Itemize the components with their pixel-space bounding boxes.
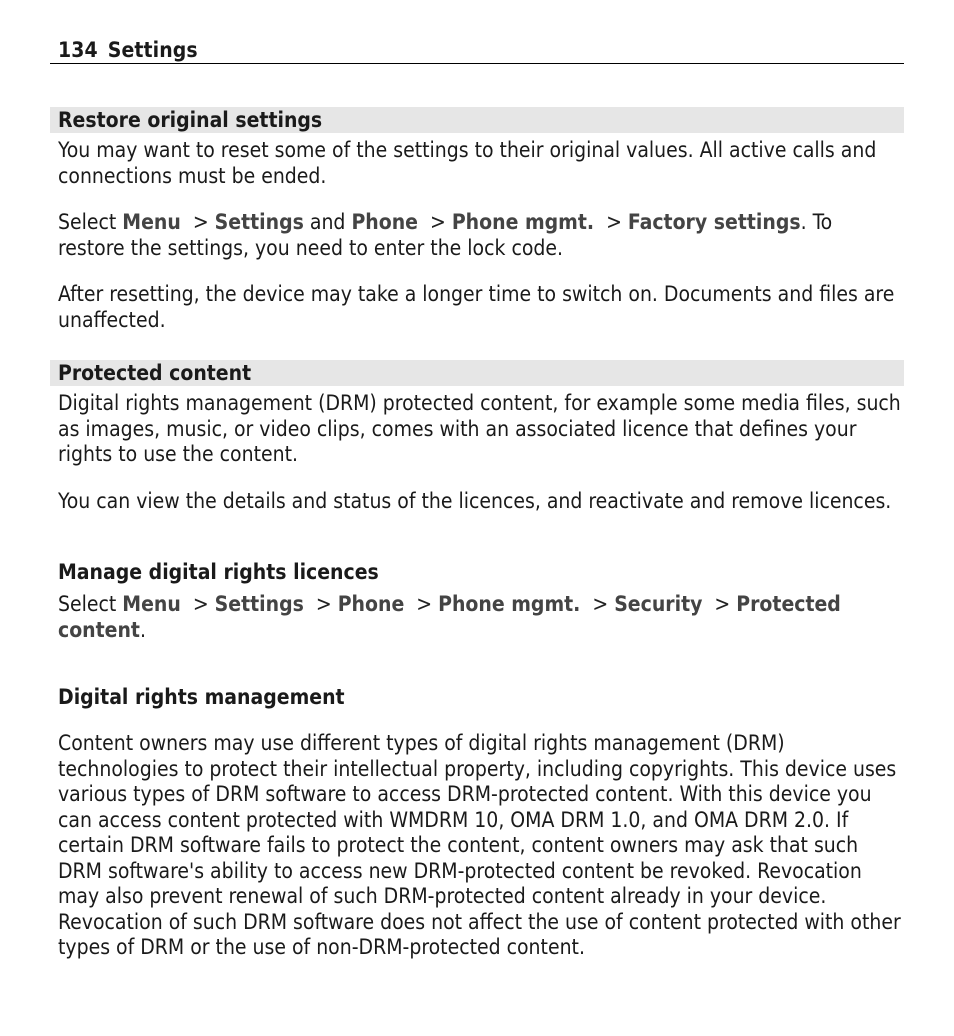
restore-note-paragraph: After resetting, the device may take a longer time to switch on. Documents and files are unaffected. [58, 282, 895, 332]
restore-instructions-paragraph: Select Menu > Settings and Phone > Phone mgmt. > Factory settings. To restore the settings, you need to enter the lock code. [58, 210, 833, 260]
section-heading-restore: Restore original settings [50, 107, 904, 133]
subheading-drm: Digital rights management [58, 685, 345, 709]
protected-intro-paragraph: Digital rights management (DRM) protected content, for example some media files, such as images, music, or video clips, comes with an associated licence that defines your rights to use the content. [58, 391, 901, 466]
chapter-title: Settings [107, 38, 198, 62]
drm-paragraph: Content owners may use different types of digital rights management (DRM) technologies to protect their intellectual property, including copyrights. This device uses various types of DRM software to access DRM-protected content. With this device you can access content protected with WMDRM 10, OMA DRM 1.0, and OMA DRM 2.0. If certain DRM software fails to protect the content, content owners may ask that such DRM software's ability to access new DRM-protected content be revoked. Revocation may also prevent renewal of such DRM-protected content already in your device. Revocation of such DRM software does not affect the use of content protected with other types of DRM or the use of non-DRM-protected content. [58, 731, 901, 959]
menu-path-phone-mgmt: Phone mgmt. [451, 210, 595, 234]
menu-path-menu: Menu [122, 592, 181, 616]
menu-path-protected-content: Protected content [58, 592, 841, 642]
manage-licences-path-paragraph: Select Menu > Settings > Phone > Phone mgmt. > Security > Protected content. [58, 592, 841, 642]
menu-path-menu: Menu [122, 210, 181, 234]
page-number: 134 [58, 38, 98, 62]
menu-path-phone-mgmt: Phone mgmt. [438, 592, 581, 616]
menu-path-phone: Phone [337, 592, 405, 616]
subheading-manage-licences: Manage digital rights licences [58, 560, 379, 584]
menu-path-settings: Settings [214, 210, 304, 234]
menu-path-security: Security [614, 592, 703, 616]
menu-path-phone: Phone [351, 210, 418, 234]
menu-path-factory-settings: Factory settings [627, 210, 801, 234]
protected-licences-paragraph: You can view the details and status of the licences, and reactivate and remove licences. [58, 489, 892, 513]
running-header [50, 36, 904, 64]
menu-path-settings: Settings [214, 592, 304, 616]
restore-intro-paragraph: You may want to reset some of the settings to their original values. All active calls and connections must be ended. [58, 138, 877, 188]
section-heading-protected: Protected content [50, 360, 904, 386]
